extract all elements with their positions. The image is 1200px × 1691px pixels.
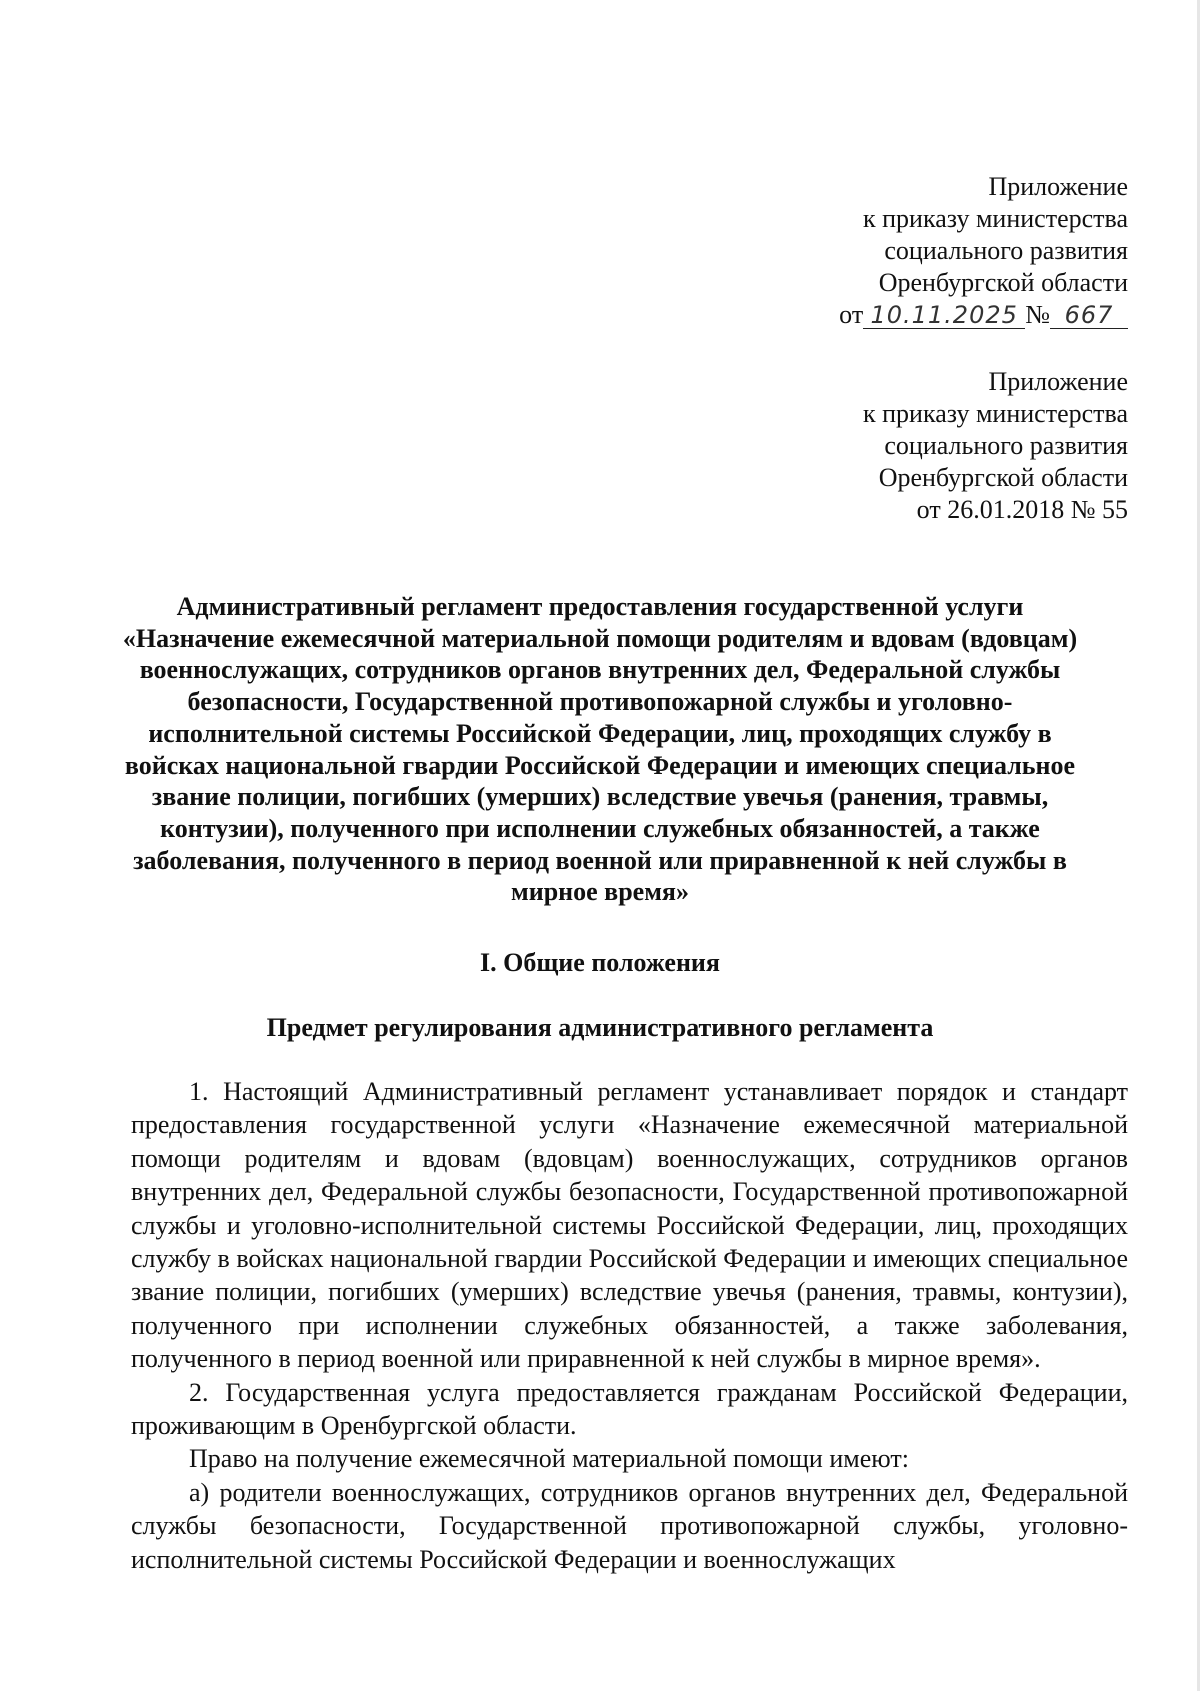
- annex-region-line: Оренбургской области: [878, 268, 1128, 297]
- subsection-heading: Предмет регулирования административного регламента: [266, 1013, 934, 1042]
- annex-block-original: [863, 366, 1128, 526]
- paragraph-1: 1. Настоящий Административный регламент устанавливает порядок и стандарт предоставления государственной услуги «Назначение ежемесячной материальной помощи родителям и вдовам (вдовцам) военнослужащих, сотрудников органов внутренних дел, Федеральной службы безопасности, Государственной противопожарной службы и уголовно-исполнительной системы Российской Федерации, лиц, проходящих службу в войсках национальной гвардии Российской Федерации и имеющих специальное звание полиции, погибших (умерших) вследствие увечья (ранения, травмы, контузии), полученного при исполнении служебных обязанностей, а также заболевания, полученного в период военной или приравненной к ней службы в мирное время».: [131, 1077, 1128, 1374]
- paragraph-2: 2. Государственная услуга предоставляется гражданам Российской Федерации, проживающим в Оренбургской области.: [131, 1377, 1128, 1441]
- annex-order-line: к приказу министерства: [863, 399, 1128, 428]
- annex-order-line: к приказу министерства: [863, 204, 1128, 233]
- section-heading: I. Общие положения: [480, 948, 720, 977]
- document-title: Административный регламент предоставления государственной услуги «Назначение ежемесячной материальной помощи родителям и вдовам (вдовцам) военнослужащих, сотрудников органов внутренних дел, Федеральной службы безопасности, Государственной противопожарной службы и уголовно-исполнительной системы Российской Федерации, лиц, проходящих службу в войсках национальной гвардии Российской Федерации и имеющих специальное звание полиции, погибших (умерших) вследствие увечья (ранения, травмы, контузии), полученного при исполнении служебных обязанностей, а также заболевания, полученного в период военной или приравненной к ней службы в мирное время»: [122, 592, 1078, 907]
- annex-title: Приложение: [988, 172, 1128, 201]
- date-prefix: от: [839, 300, 864, 329]
- annex-title: Приложение: [988, 367, 1128, 396]
- annex-block-current: [839, 171, 1128, 331]
- annex-ministry-line: социального развития: [884, 431, 1128, 460]
- paragraph-4: а) родители военнослужащих, сотрудников органов внутренних дел, Федеральной службы безопасности, Государственной противопожарной службы, уголовно-исполнительной системы Российской Федерации и военнослужащих: [131, 1477, 1128, 1574]
- handwritten-number: 667: [1050, 302, 1128, 329]
- handwritten-date: 10.11.2025: [863, 302, 1025, 329]
- number-prefix: №: [1025, 300, 1050, 329]
- body-text: [131, 1075, 1128, 1576]
- annex-date-number-line: от 26.01.2018 № 55: [916, 495, 1128, 524]
- annex-ministry-line: социального развития: [884, 236, 1128, 265]
- annex-region-line: Оренбургской области: [878, 463, 1128, 492]
- annex-date-number-line: [839, 299, 1128, 331]
- paragraph-3: Право на получение ежемесячной материальной помощи имеют:: [189, 1444, 909, 1474]
